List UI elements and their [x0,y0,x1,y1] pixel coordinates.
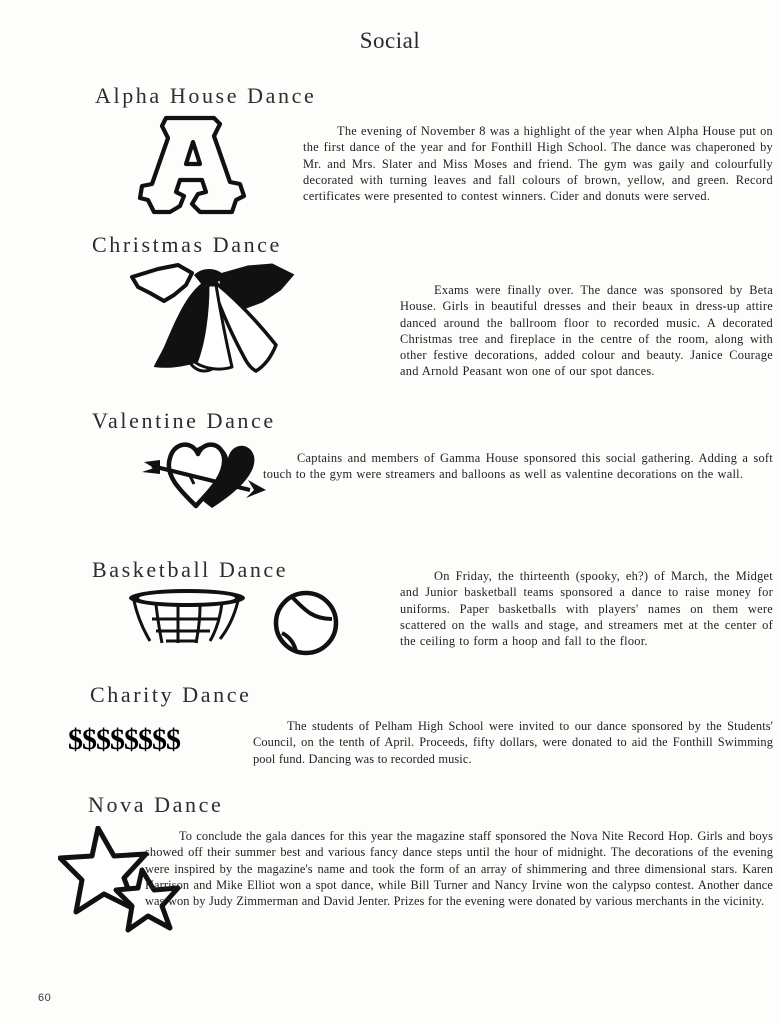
body-text-charity-dance: The students of Pelham High School were invited to our dance sponsored by the Students' Council, on the tenth of April. Proceeds, fifty dollars, were donated to aid the Fonthill Swimming pool fund. Dancing was to recorded music. [253,719,773,766]
basketball-hoop-and-ball-illustration [120,585,350,660]
dollar-signs-illustration: $$$$$$$$ [68,723,180,756]
section-heading-charity-dance: Charity Dance [90,682,252,707]
section-heading-alpha-house-dance: Alpha House Dance [95,83,317,108]
body-text-valentine-dance: Captains and members of Gamma House sponsored this social gathering. Adding a soft touch to the gym were streamers and balloons as well as valentine decorations on the wall. [263,451,773,482]
section-heading-nova-dance: Nova Dance [88,792,224,817]
body-text-nova-dance: To conclude the gala dances for this year the magazine staff sponsored the Nova Nite Record Hop. Girls and boys showed off their summer best and various fancy dance steps until the hour of midnight. The decorations of the evening were inspired by the magazine's name and took the form of an array of shimmering and three dimensional stars. Karen Harrison and Mike Elliot won a spot dance, while Bill Turner and Nancy Irvine won the calypso contest. Another dance was won by Judy Zimmerman and David Jenter. Prizes for the evening were donated by various merchants in the vicinity. [145,829,773,909]
page-title: Social [359,28,421,53]
page-number: 60 [38,992,52,1004]
body-text-basketball-dance: On Friday, the thirteenth (spooky, eh?) of March, the Midget and Junior basketball teams sponsored a dance to raise money for uniforms. Paper basketballs with players' names on them were scattered on the walls and stage, and streamers met at the center of the ceiling to form a hoop and fall to the floor. [400,569,773,649]
section-heading-christmas-dance: Christmas Dance [92,232,282,257]
christmas-bells-illustration [120,263,315,378]
section-heading-basketball-dance: Basketball Dance [92,557,289,582]
body-text-alpha-house-dance: The evening of November 8 was a highlight of the year when Alpha House put on the first dance of the year and for Fonthill High School. The dance was chaperoned by Mr. and Mrs. Slater and Miss Moses and friend. The gym was gaily and colourfully decorated with turning leaves and fall colours of brown, yellow, and green. Record certificates were presented to contest winners. Cider and donuts were served. [303,124,773,204]
section-heading-valentine-dance: Valentine Dance [92,408,276,433]
letter-a-illustration [118,108,258,220]
body-text-christmas-dance: Exams were finally over. The dance was sponsored by Beta House. Girls in beautiful dresses and their beaux in dress-up attire danced around the ballroom floor to recorded music. A decorated Christmas tree and fireplace in the centre of the room, along with other festive decorations, added colour and beauty. Janice Courage and Arnold Peasant won one of our spot dances. [400,283,773,379]
heart-with-arrow-illustration [130,440,285,520]
